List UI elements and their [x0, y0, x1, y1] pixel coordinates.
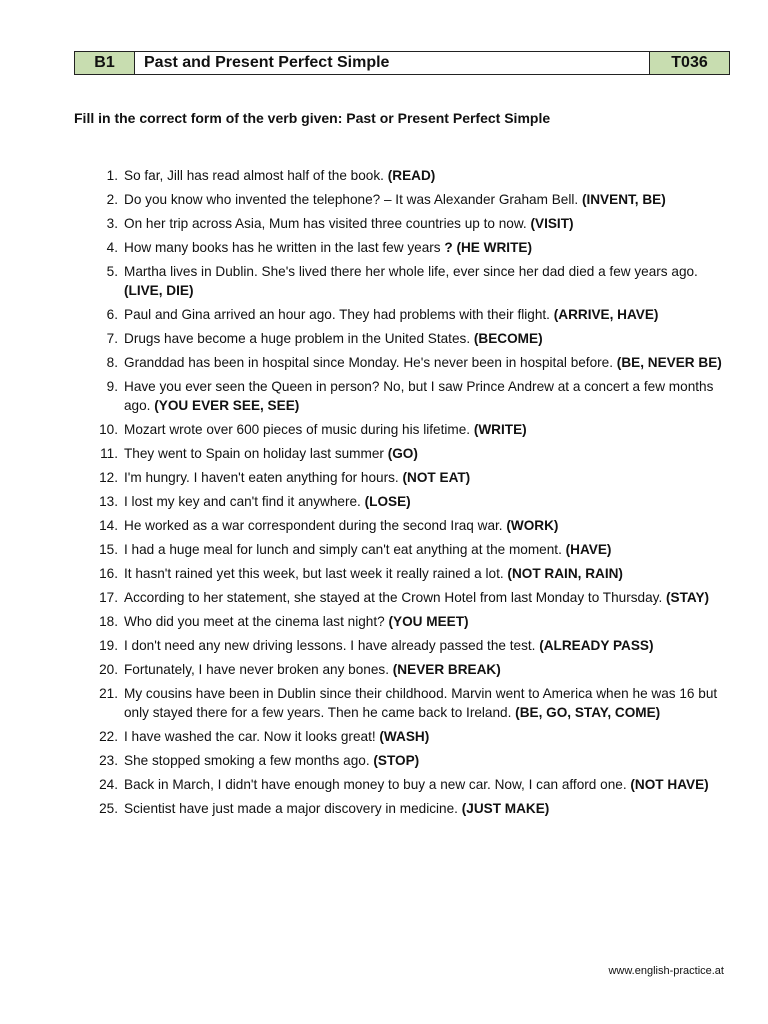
exercise-item: [92, 799, 722, 818]
item-number: 11.: [100, 446, 118, 461]
item-number: 12.: [99, 470, 118, 485]
item-body: [124, 468, 722, 487]
item-body: [124, 329, 722, 348]
item-sentence: I don't need any new driving lessons. I have already passed the test.: [124, 638, 536, 653]
item-verb-hint: (LIVE, DIE): [124, 283, 194, 298]
item-verb-hint: (NOT HAVE): [630, 777, 709, 792]
item-body: [124, 190, 722, 209]
item-verb-hint: ? (HE WRITE): [444, 240, 532, 255]
item-body: [124, 444, 722, 463]
item-body: [124, 516, 722, 535]
item-sentence: So far, Jill has read almost half of the book.: [124, 168, 384, 183]
item-sentence: My cousins have been in Dublin since their childhood. Marvin went to America when he was 16 but only stayed there for a few years. Then he came back to Ireland.: [124, 686, 718, 720]
item-sentence: Have you ever seen the Queen in person? No, but I saw Prince Andrew at a concert a few months ago.: [124, 379, 714, 413]
worksheet-header: [74, 51, 730, 75]
item-body: [124, 238, 722, 257]
instruction-text: Fill in the correct form of the verb given: Past or Present Perfect Simple: [74, 110, 551, 126]
item-body: [124, 751, 722, 770]
item-sentence: On her trip across Asia, Mum has visited three countries up to now.: [124, 216, 527, 231]
item-body: [124, 612, 722, 631]
item-body: [124, 660, 722, 679]
item-body: [124, 540, 722, 559]
item-body: [124, 305, 722, 324]
level-label: B1: [75, 52, 135, 74]
exercise-item: [92, 684, 722, 722]
item-sentence: Do you know who invented the telephone? – It was Alexander Graham Bell.: [124, 192, 579, 207]
exercise-item: [92, 420, 722, 439]
item-verb-hint: (ALREADY PASS): [539, 638, 654, 653]
exercise-item: [92, 468, 722, 487]
exercise-item: [92, 262, 722, 300]
item-number: 8.: [106, 355, 118, 370]
exercise-list: [92, 166, 722, 823]
exercise-item: [92, 751, 722, 770]
item-number: 17.: [99, 590, 118, 605]
item-sentence: Granddad has been in hospital since Monday. He's never been in hospital before.: [124, 355, 614, 370]
exercise-item: [92, 444, 722, 463]
item-number: 2.: [106, 192, 118, 207]
item-number: 4.: [106, 240, 118, 255]
item-number: 14.: [99, 518, 118, 533]
item-sentence: How many books has he written in the last few years: [124, 240, 441, 255]
item-number: 18.: [99, 614, 118, 629]
item-body: [124, 166, 722, 185]
item-body: [124, 588, 722, 607]
item-verb-hint: (ARRIVE, HAVE): [553, 307, 659, 322]
item-body: [124, 727, 722, 746]
item-verb-hint: (STAY): [666, 590, 710, 605]
item-sentence: Scientist have just made a major discovery in medicine.: [124, 801, 458, 816]
exercise-item: [92, 727, 722, 746]
item-number: 10.: [99, 422, 118, 437]
item-body: [124, 492, 722, 511]
item-number: 6.: [106, 307, 118, 322]
item-body: [124, 684, 722, 722]
exercise-item: [92, 353, 722, 372]
item-verb-hint: (WORK): [506, 518, 559, 533]
item-body: [124, 799, 722, 818]
footer-url: www.english-practice.at: [608, 965, 724, 977]
item-number: 9.: [106, 379, 118, 394]
item-verb-hint: (INVENT, BE): [581, 192, 666, 207]
exercise-item: [92, 540, 722, 559]
exercise-item: [92, 492, 722, 511]
item-verb-hint: (READ): [387, 168, 436, 183]
item-body: [124, 775, 722, 794]
item-sentence: Back in March, I didn't have enough money to buy a new car. Now, I can afford one.: [124, 777, 627, 792]
item-body: [124, 636, 722, 655]
exercise-item: [92, 588, 722, 607]
item-number: 19.: [99, 638, 118, 653]
item-verb-hint: (WRITE): [473, 422, 527, 437]
item-sentence: I had a huge meal for lunch and simply can't eat anything at the moment.: [124, 542, 562, 557]
item-sentence: I'm hungry. I haven't eaten anything for hours.: [124, 470, 399, 485]
item-sentence: Martha lives in Dublin. She's lived there her whole life, ever since her dad died a few years ago.: [124, 264, 698, 279]
worksheet-code: T036: [650, 52, 729, 74]
item-body: [124, 353, 722, 372]
exercise-item: [92, 238, 722, 257]
item-verb-hint: (BECOME): [473, 331, 543, 346]
exercise-item: [92, 166, 722, 185]
item-sentence: According to her statement, she stayed at the Crown Hotel from last Monday to Thursday.: [124, 590, 663, 605]
item-verb-hint: (NOT RAIN, RAIN): [507, 566, 623, 581]
item-number: 16.: [99, 566, 118, 581]
item-verb-hint: (BE, NEVER BE): [616, 355, 722, 370]
exercise-item: [92, 660, 722, 679]
exercise-item: [92, 329, 722, 348]
item-number: 1.: [106, 168, 118, 183]
item-sentence: I have washed the car. Now it looks great!: [124, 729, 376, 744]
item-number: 25.: [99, 801, 118, 816]
item-verb-hint: (YOU EVER SEE, SEE): [154, 398, 300, 413]
item-verb-hint: (VISIT): [530, 216, 574, 231]
item-verb-hint: (NEVER BREAK): [392, 662, 501, 677]
exercise-item: [92, 214, 722, 233]
item-number: 23.: [99, 753, 118, 768]
item-body: [124, 420, 722, 439]
item-sentence: It hasn't rained yet this week, but last week it really rained a lot.: [124, 566, 504, 581]
item-sentence: I lost my key and can't find it anywhere.: [124, 494, 361, 509]
item-sentence: Paul and Gina arrived an hour ago. They had problems with their flight.: [124, 307, 550, 322]
item-sentence: He worked as a war correspondent during the second Iraq war.: [124, 518, 503, 533]
item-body: [124, 262, 722, 300]
item-verb-hint: (BE, GO, STAY, COME): [515, 705, 661, 720]
item-sentence: They went to Spain on holiday last summer: [124, 446, 384, 461]
worksheet-title: Past and Present Perfect Simple: [135, 52, 650, 74]
item-number: 20.: [99, 662, 118, 677]
item-sentence: Fortunately, I have never broken any bones.: [124, 662, 389, 677]
exercise-item: [92, 305, 722, 324]
item-verb-hint: (YOU MEET): [388, 614, 469, 629]
exercise-item: [92, 516, 722, 535]
item-body: [124, 377, 722, 415]
exercise-item: [92, 636, 722, 655]
item-verb-hint: (LOSE): [364, 494, 411, 509]
item-number: 3.: [106, 216, 118, 231]
item-verb-hint: (STOP): [373, 753, 420, 768]
exercise-item: [92, 377, 722, 415]
item-number: 13.: [99, 494, 118, 509]
item-verb-hint: (NOT EAT): [402, 470, 471, 485]
item-verb-hint: (HAVE): [565, 542, 612, 557]
item-verb-hint: (WASH): [379, 729, 430, 744]
item-number: 24.: [99, 777, 118, 792]
item-sentence: Drugs have become a huge problem in the United States.: [124, 331, 471, 346]
item-body: [124, 564, 722, 583]
item-number: 7.: [106, 331, 118, 346]
item-number: 22.: [99, 729, 118, 744]
exercise-item: [92, 564, 722, 583]
item-verb-hint: (GO): [387, 446, 418, 461]
item-number: 15.: [99, 542, 118, 557]
item-sentence: Mozart wrote over 600 pieces of music during his lifetime.: [124, 422, 471, 437]
item-number: 21.: [99, 686, 118, 701]
item-verb-hint: (JUST MAKE): [461, 801, 550, 816]
exercise-item: [92, 190, 722, 209]
item-number: 5.: [106, 264, 118, 279]
exercise-item: [92, 775, 722, 794]
item-body: [124, 214, 722, 233]
item-sentence: She stopped smoking a few months ago.: [124, 753, 370, 768]
exercise-item: [92, 612, 722, 631]
item-sentence: Who did you meet at the cinema last night?: [124, 614, 385, 629]
